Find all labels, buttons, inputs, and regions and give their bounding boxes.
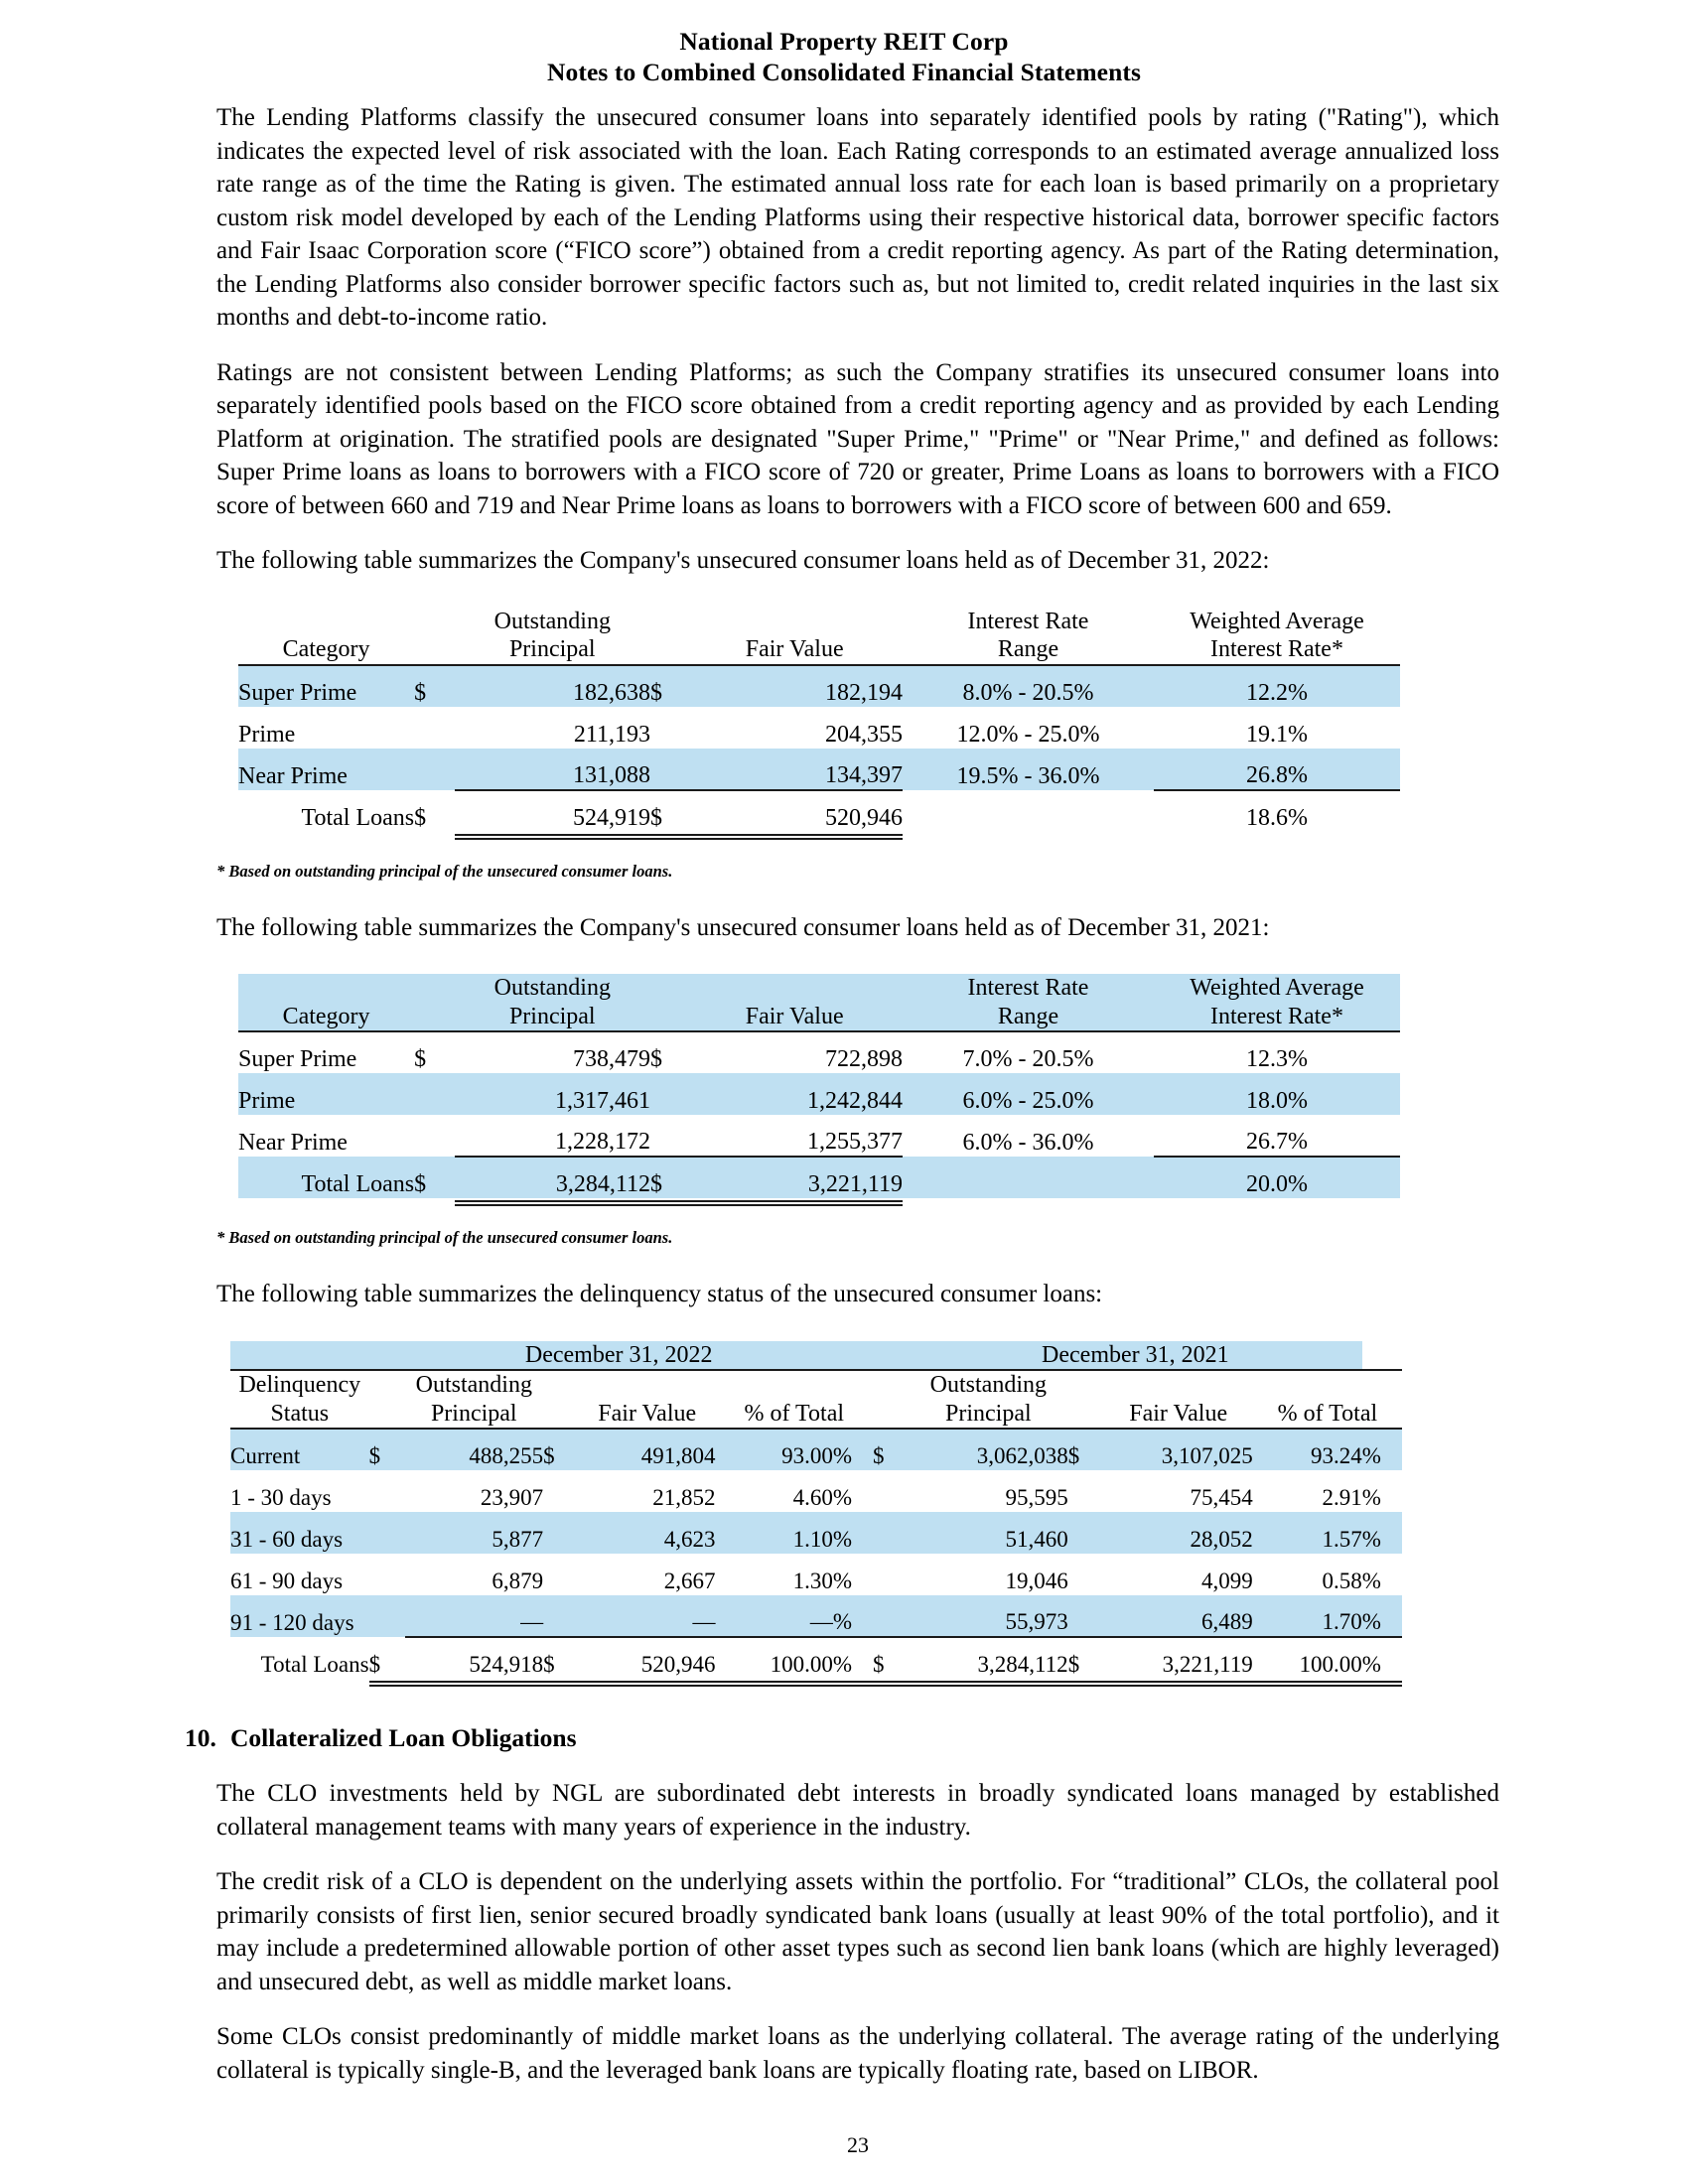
th-outstanding-principal bbox=[455, 608, 650, 665]
cell-outstanding-principal-2021: 19,046 bbox=[1005, 1569, 1068, 1593]
cell-fair-value: 204,355 bbox=[824, 721, 903, 748]
table-total-row bbox=[238, 1157, 1400, 1198]
cell-currency-symbol bbox=[414, 1115, 454, 1157]
cell-pct-total-2021: 1.70 bbox=[1253, 1595, 1362, 1637]
cell-outstanding-principal-2022: 5,877 bbox=[492, 1527, 544, 1552]
cell-currency-symbol bbox=[873, 1595, 909, 1637]
paragraph-clo-investments: The CLO investments held by NGL are subordinated debt interests in broadly syndicated loans managed by established collateral management teams with many years of experience in the industry. bbox=[216, 1780, 1499, 1841]
cell-outstanding-principal: 211,193 bbox=[573, 721, 650, 748]
cell-pct-total-2022: 93.00 bbox=[781, 1443, 833, 1468]
cell-percent-symbol: % bbox=[832, 1485, 853, 1510]
table-row bbox=[238, 1073, 1400, 1115]
th-fair-value-2022: Fair Value bbox=[598, 1400, 697, 1427]
cell-percent-symbol: % bbox=[1361, 1527, 1381, 1552]
cell-total-fair-value: 520,946 bbox=[686, 790, 903, 832]
th-weighted-average-rate bbox=[1154, 608, 1400, 665]
cell-interest-rate-range: 6.0% - 25.0% bbox=[962, 1088, 1094, 1114]
table-row bbox=[238, 707, 1400, 749]
table-total-row bbox=[230, 1637, 1402, 1679]
th-fair-value: Fair Value bbox=[745, 636, 844, 662]
cell-currency-symbol bbox=[650, 749, 686, 790]
cell-weighted-average-rate: 18.0% bbox=[1245, 1088, 1308, 1114]
page-number: 23 bbox=[847, 2132, 869, 2157]
cell-currency-symbol: $ bbox=[650, 1157, 686, 1198]
cell-currency-symbol: $ bbox=[649, 1046, 662, 1072]
cell-currency-symbol: $ bbox=[414, 679, 427, 706]
cell-total-pct-2022: 100.00 bbox=[715, 1637, 832, 1679]
cell-percent-symbol: % bbox=[833, 1595, 873, 1637]
cell-pct-total-2022: — bbox=[715, 1595, 832, 1637]
cell-outstanding-principal-2021: 95,595 bbox=[1005, 1485, 1068, 1510]
th-interest-rate-range bbox=[903, 974, 1154, 1031]
cell-currency-symbol bbox=[650, 707, 686, 749]
document-subtitle: Notes to Combined Consolidated Financial Statements bbox=[547, 58, 1141, 86]
cell-percent-symbol: % bbox=[1362, 1595, 1402, 1637]
cell-percent-symbol: % bbox=[832, 1569, 853, 1593]
cell-percent-symbol: % bbox=[1362, 1637, 1402, 1679]
table-row bbox=[238, 749, 1400, 790]
cell-currency-symbol bbox=[369, 1554, 405, 1595]
cell-fair-value-2021: 28,052 bbox=[1190, 1527, 1253, 1552]
cell-currency-symbol: $ bbox=[414, 1171, 427, 1197]
th-outstanding-line2: Principal bbox=[508, 1003, 596, 1029]
table-total-row bbox=[238, 790, 1400, 832]
paragraph-stratified-pools: Ratings are not consistent between Lending Platforms; as such the Company stratifies its unsecured consumer loans into separately identified pools based on the FICO score obtained from a credit reporting agency and as provided by each Lending Platform at origination. The stratified pools are designated "Super Prime," "Prime" or "Near Prime," and defined as follows: Super Prime loans as loans to borrowers with a FICO score of 720 or greater, Prime Loans as loans to borrowers with a FICO score of between 660 and 719 and Near Prime loans as loans to borrowers with a FICO score of between 600 and 659. bbox=[216, 358, 1499, 519]
table-unsecured-consumer-loans-2022 bbox=[238, 608, 1400, 832]
cell-currency-symbol bbox=[1068, 1512, 1104, 1554]
cell-total-outstanding-principal-2022: 524,918 bbox=[405, 1637, 544, 1679]
cell-currency-symbol bbox=[543, 1595, 579, 1637]
cell-total-label: Total Loans bbox=[260, 1652, 369, 1677]
cell-category: Prime bbox=[238, 1088, 296, 1114]
cell-delinquency-status: 61 - 90 days bbox=[230, 1569, 344, 1593]
table-row bbox=[238, 665, 1400, 707]
cell-outstanding-principal-2021: 55,973 bbox=[909, 1595, 1068, 1637]
cell-pct-total-2021: 0.58 bbox=[1322, 1569, 1362, 1593]
cell-pct-total-2021: 93.24 bbox=[1310, 1443, 1362, 1468]
th-delinquency-status bbox=[230, 1370, 369, 1429]
cell-category: Near Prime bbox=[238, 1130, 348, 1156]
th-outstanding-line1: Outstanding bbox=[493, 975, 611, 1001]
cell-currency-symbol bbox=[414, 749, 454, 790]
cell-total-pct-2021: 100.00 bbox=[1253, 1637, 1362, 1679]
cell-currency-symbol: $ bbox=[873, 1637, 909, 1679]
cell-outstanding-principal: 131,088 bbox=[455, 749, 650, 790]
th-outstanding-principal-2021 bbox=[909, 1370, 1068, 1429]
cell-outstanding-principal-2021: 3,062,038 bbox=[976, 1443, 1068, 1468]
th-fair-value: Fair Value bbox=[745, 1003, 844, 1029]
cell-currency-symbol bbox=[543, 1470, 579, 1512]
cell-fair-value-2022: — bbox=[579, 1595, 715, 1637]
cell-currency-symbol: $ bbox=[543, 1637, 579, 1679]
table-header-row bbox=[238, 974, 1400, 1031]
section-title: Collateralized Loan Obligations bbox=[230, 1723, 577, 1752]
cell-currency-symbol: $ bbox=[650, 790, 686, 832]
cell-total-outstanding-principal: 524,919 bbox=[455, 790, 650, 832]
th-wavg-line1: Weighted Average bbox=[1190, 975, 1364, 1001]
table-row bbox=[238, 1115, 1400, 1157]
table-header-row bbox=[238, 608, 1400, 665]
cell-interest-rate-range: 12.0% - 25.0% bbox=[956, 721, 1100, 748]
cell-percent-symbol: % bbox=[1361, 1485, 1381, 1510]
paragraph-clo-credit-risk: The credit risk of a CLO is dependent on the underlying assets within the portfolio. For “traditional” CLOs, the collateral pool primarily consists of first lien, senior secured broadly syndicated bank loans (usually at least 90% of the total portfolio), and it may include a predetermined allowable portion of other asset types such as second lien bank loans (which are highly leveraged) and unsecured debt, as well as middle market loans. bbox=[216, 1868, 1499, 1995]
cell-fair-value-2021: 3,107,025 bbox=[1161, 1443, 1253, 1468]
th-outstanding-line2: Principal bbox=[430, 1400, 517, 1427]
cell-weighted-average-rate: 12.2% bbox=[1245, 679, 1308, 706]
cell-currency-symbol bbox=[369, 1595, 405, 1637]
cell-currency-symbol: $ bbox=[368, 1443, 381, 1468]
table-row bbox=[230, 1595, 1402, 1637]
cell-percent-symbol: % bbox=[1361, 1569, 1381, 1593]
cell-category: Near Prime bbox=[238, 762, 348, 789]
cell-category: Prime bbox=[238, 721, 296, 748]
cell-outstanding-principal-2021: 51,460 bbox=[1005, 1527, 1068, 1552]
footnote-2022: * Based on outstanding principal of the unsecured consumer loans. bbox=[216, 861, 673, 881]
cell-delinquency-status: 31 - 60 days bbox=[230, 1527, 344, 1552]
cell-outstanding-principal-2022: 6,879 bbox=[492, 1569, 544, 1593]
cell-interest-rate-range: 19.5% - 36.0% bbox=[956, 762, 1100, 789]
cell-total-outstanding-principal: 3,284,112 bbox=[455, 1157, 650, 1198]
cell-fair-value: 1,255,377 bbox=[686, 1115, 903, 1157]
paragraph-clo-middle-market: Some CLOs consist predominantly of middle market loans as the underlying collateral. The average rating of the underlying collateral is typically single-B, and the leveraged bank loans are typically floating rate, based on LIBOR. bbox=[216, 2023, 1499, 2084]
th-rate-range-line1: Interest Rate bbox=[967, 608, 1089, 634]
cell-currency-symbol: $ bbox=[369, 1637, 405, 1679]
cell-weighted-average-rate: 19.1% bbox=[1245, 721, 1308, 748]
cell-fair-value-2021: 6,489 bbox=[1104, 1595, 1253, 1637]
cell-weighted-average-rate: 26.8% bbox=[1154, 749, 1400, 790]
cell-interest-rate-range: 7.0% - 20.5% bbox=[962, 1046, 1094, 1072]
cell-currency-symbol bbox=[543, 1554, 579, 1595]
document-body bbox=[185, 87, 1499, 2158]
cell-percent-symbol: % bbox=[833, 1637, 873, 1679]
cell-fair-value: 182,194 bbox=[824, 679, 903, 706]
cell-currency-symbol bbox=[1068, 1595, 1104, 1637]
cell-currency-symbol bbox=[1068, 1470, 1104, 1512]
cell-currency-symbol bbox=[369, 1512, 405, 1554]
cell-weighted-average-rate: 26.7% bbox=[1154, 1115, 1400, 1157]
document-header bbox=[0, 0, 1688, 87]
th-weighted-average-rate bbox=[1154, 974, 1400, 1031]
cell-currency-symbol: $ bbox=[414, 1046, 427, 1072]
th-wavg-line2: Interest Rate* bbox=[1210, 636, 1343, 662]
th-status-line1: Delinquency bbox=[238, 1372, 361, 1398]
cell-currency-symbol: $ bbox=[1067, 1443, 1080, 1468]
th-status-line2: Status bbox=[270, 1400, 330, 1427]
th-rate-range-line2: Range bbox=[997, 1003, 1059, 1029]
table-row bbox=[238, 1031, 1400, 1073]
cell-fair-value: 722,898 bbox=[824, 1046, 903, 1072]
cell-currency-symbol bbox=[873, 1554, 909, 1595]
cell-total-fair-value-2021: 3,221,119 bbox=[1104, 1637, 1253, 1679]
th-outstanding-principal bbox=[455, 974, 650, 1031]
cell-currency-symbol: $ bbox=[543, 1443, 555, 1468]
cell-fair-value-2022: 2,667 bbox=[663, 1569, 716, 1593]
th-interest-rate-range bbox=[903, 608, 1154, 665]
company-name: National Property REIT Corp bbox=[679, 27, 1009, 56]
cell-category: Super Prime bbox=[238, 679, 357, 706]
cell-total-weighted-average-rate: 20.0% bbox=[1245, 1171, 1308, 1197]
th-wavg-line2: Interest Rate* bbox=[1210, 1003, 1343, 1029]
cell-pct-total-2021: 1.57 bbox=[1322, 1527, 1362, 1552]
cell-currency-symbol: $ bbox=[414, 804, 427, 831]
cell-currency-symbol bbox=[650, 1073, 686, 1115]
cell-outstanding-principal-2022: 23,907 bbox=[480, 1485, 544, 1510]
cell-total-outstanding-principal-2021: 3,284,112 bbox=[909, 1637, 1068, 1679]
cell-total-fair-value-2022: 520,946 bbox=[579, 1637, 715, 1679]
cell-outstanding-principal-2022: — bbox=[405, 1595, 544, 1637]
cell-currency-symbol bbox=[414, 1073, 454, 1115]
table-row bbox=[230, 1470, 1402, 1512]
cell-delinquency-status: Current bbox=[230, 1443, 301, 1468]
cell-currency-symbol bbox=[873, 1470, 909, 1512]
cell-category: Super Prime bbox=[238, 1046, 357, 1072]
th-outstanding-principal-2022 bbox=[405, 1370, 544, 1429]
cell-total-interest-rate-range bbox=[903, 790, 1154, 832]
th-group-dec-2022: December 31, 2022 bbox=[524, 1341, 713, 1368]
cell-currency-symbol: $ bbox=[1068, 1637, 1104, 1679]
cell-outstanding-principal: 1,317,461 bbox=[554, 1088, 650, 1114]
lead-in-2021-table: The following table summarizes the Company's unsecured consumer loans held as of December 31, 2021: bbox=[216, 913, 1270, 941]
th-outstanding-line2: Principal bbox=[945, 1400, 1032, 1427]
th-rate-range-line2: Range bbox=[997, 636, 1059, 662]
cell-outstanding-principal: 738,479 bbox=[572, 1046, 650, 1072]
cell-fair-value: 1,242,844 bbox=[806, 1088, 903, 1114]
cell-outstanding-principal-2022: 488,255 bbox=[469, 1443, 544, 1468]
cell-total-weighted-average-rate: 18.6% bbox=[1245, 804, 1308, 831]
th-outstanding-line1: Outstanding bbox=[415, 1372, 532, 1398]
th-outstanding-line2: Principal bbox=[508, 636, 596, 662]
th-category: Category bbox=[282, 636, 370, 662]
cell-delinquency-status: 1 - 30 days bbox=[230, 1485, 332, 1510]
cell-currency-symbol bbox=[873, 1512, 909, 1554]
th-pct-total-2022: % of Total bbox=[744, 1400, 845, 1427]
cell-pct-total-2022: 4.60 bbox=[792, 1485, 833, 1510]
cell-total-interest-rate-range bbox=[903, 1157, 1154, 1198]
footnote-2021: * Based on outstanding principal of the unsecured consumer loans. bbox=[216, 1228, 673, 1247]
cell-pct-total-2022: 1.30 bbox=[792, 1569, 833, 1593]
lead-in-delinquency-table: The following table summarizes the delinquency status of the unsecured consumer loans: bbox=[216, 1281, 1103, 1307]
cell-currency-symbol bbox=[650, 1115, 686, 1157]
cell-pct-total-2022: 1.10 bbox=[792, 1527, 833, 1552]
section-heading-collateralized-loan-obligations bbox=[185, 1722, 1499, 1753]
cell-currency-symbol bbox=[414, 707, 454, 749]
cell-outstanding-principal: 1,228,172 bbox=[455, 1115, 650, 1157]
cell-outstanding-principal: 182,638 bbox=[572, 679, 650, 706]
cell-total-label: Total Loans bbox=[301, 1171, 415, 1197]
th-outstanding-line1: Outstanding bbox=[493, 608, 611, 634]
th-fair-value-2021: Fair Value bbox=[1129, 1400, 1228, 1427]
cell-currency-symbol bbox=[1068, 1554, 1104, 1595]
cell-currency-symbol bbox=[543, 1512, 579, 1554]
th-pct-total-2021: % of Total bbox=[1277, 1400, 1378, 1427]
cell-fair-value-2022: 21,852 bbox=[652, 1485, 716, 1510]
table-row bbox=[230, 1512, 1402, 1554]
cell-fair-value-2021: 4,099 bbox=[1201, 1569, 1253, 1593]
table-row bbox=[230, 1554, 1402, 1595]
cell-percent-symbol: % bbox=[832, 1443, 853, 1468]
cell-total-label: Total Loans bbox=[301, 804, 415, 831]
cell-percent-symbol: % bbox=[1361, 1443, 1381, 1468]
cell-currency-symbol bbox=[369, 1470, 405, 1512]
cell-fair-value: 134,397 bbox=[686, 749, 903, 790]
th-category: Category bbox=[282, 1003, 370, 1029]
cell-currency-symbol: $ bbox=[873, 1443, 885, 1468]
th-group-dec-2021: December 31, 2021 bbox=[1042, 1341, 1229, 1368]
cell-currency-symbol: $ bbox=[649, 679, 662, 706]
table-unsecured-consumer-loans-2021 bbox=[238, 974, 1400, 1198]
cell-fair-value-2022: 491,804 bbox=[640, 1443, 716, 1468]
cell-fair-value-2021: 75,454 bbox=[1190, 1485, 1253, 1510]
cell-total-fair-value: 3,221,119 bbox=[686, 1157, 903, 1198]
cell-interest-rate-range: 6.0% - 36.0% bbox=[962, 1130, 1094, 1156]
th-outstanding-line1: Outstanding bbox=[929, 1372, 1047, 1398]
table-delinquency-status bbox=[230, 1341, 1402, 1680]
cell-interest-rate-range: 8.0% - 20.5% bbox=[962, 679, 1094, 706]
section-number: 10. bbox=[185, 1723, 216, 1752]
lead-in-2022-table: The following table summarizes the Company's unsecured consumer loans held as of December 31, 2022: bbox=[216, 547, 1270, 574]
cell-weighted-average-rate: 12.3% bbox=[1245, 1046, 1308, 1072]
cell-percent-symbol: % bbox=[832, 1527, 853, 1552]
th-rate-range-line1: Interest Rate bbox=[967, 975, 1089, 1001]
table-group-header-row bbox=[230, 1341, 1402, 1371]
table-header-row bbox=[230, 1370, 1402, 1429]
table-row bbox=[230, 1429, 1402, 1470]
th-wavg-line1: Weighted Average bbox=[1190, 608, 1364, 634]
cell-fair-value-2022: 4,623 bbox=[663, 1527, 716, 1552]
paragraph-ratings-definition: The Lending Platforms classify the unsecured consumer loans into separately identified pools by rating ("Rating"), which indicates the expected level of risk associated with the loan. Each Rating corresponds to an estimated average annualized loss rate range as of the time the Rating is given. The estimated annual loss rate for each loan is based primarily on a proprietary custom risk model developed by each of the Lending Platforms using their respective historical data, borrower specific factors and Fair Isaac Corporation score (“FICO score”) obtained from a credit reporting agency. As part of the Rating determination, the Lending Platforms also consider borrower specific factors such as, but not limited to, credit related inquiries in the last six months and debt-to-income ratio. bbox=[216, 104, 1499, 331]
cell-pct-total-2021: 2.91 bbox=[1322, 1485, 1362, 1510]
cell-delinquency-status: 91 - 120 days bbox=[230, 1610, 354, 1635]
